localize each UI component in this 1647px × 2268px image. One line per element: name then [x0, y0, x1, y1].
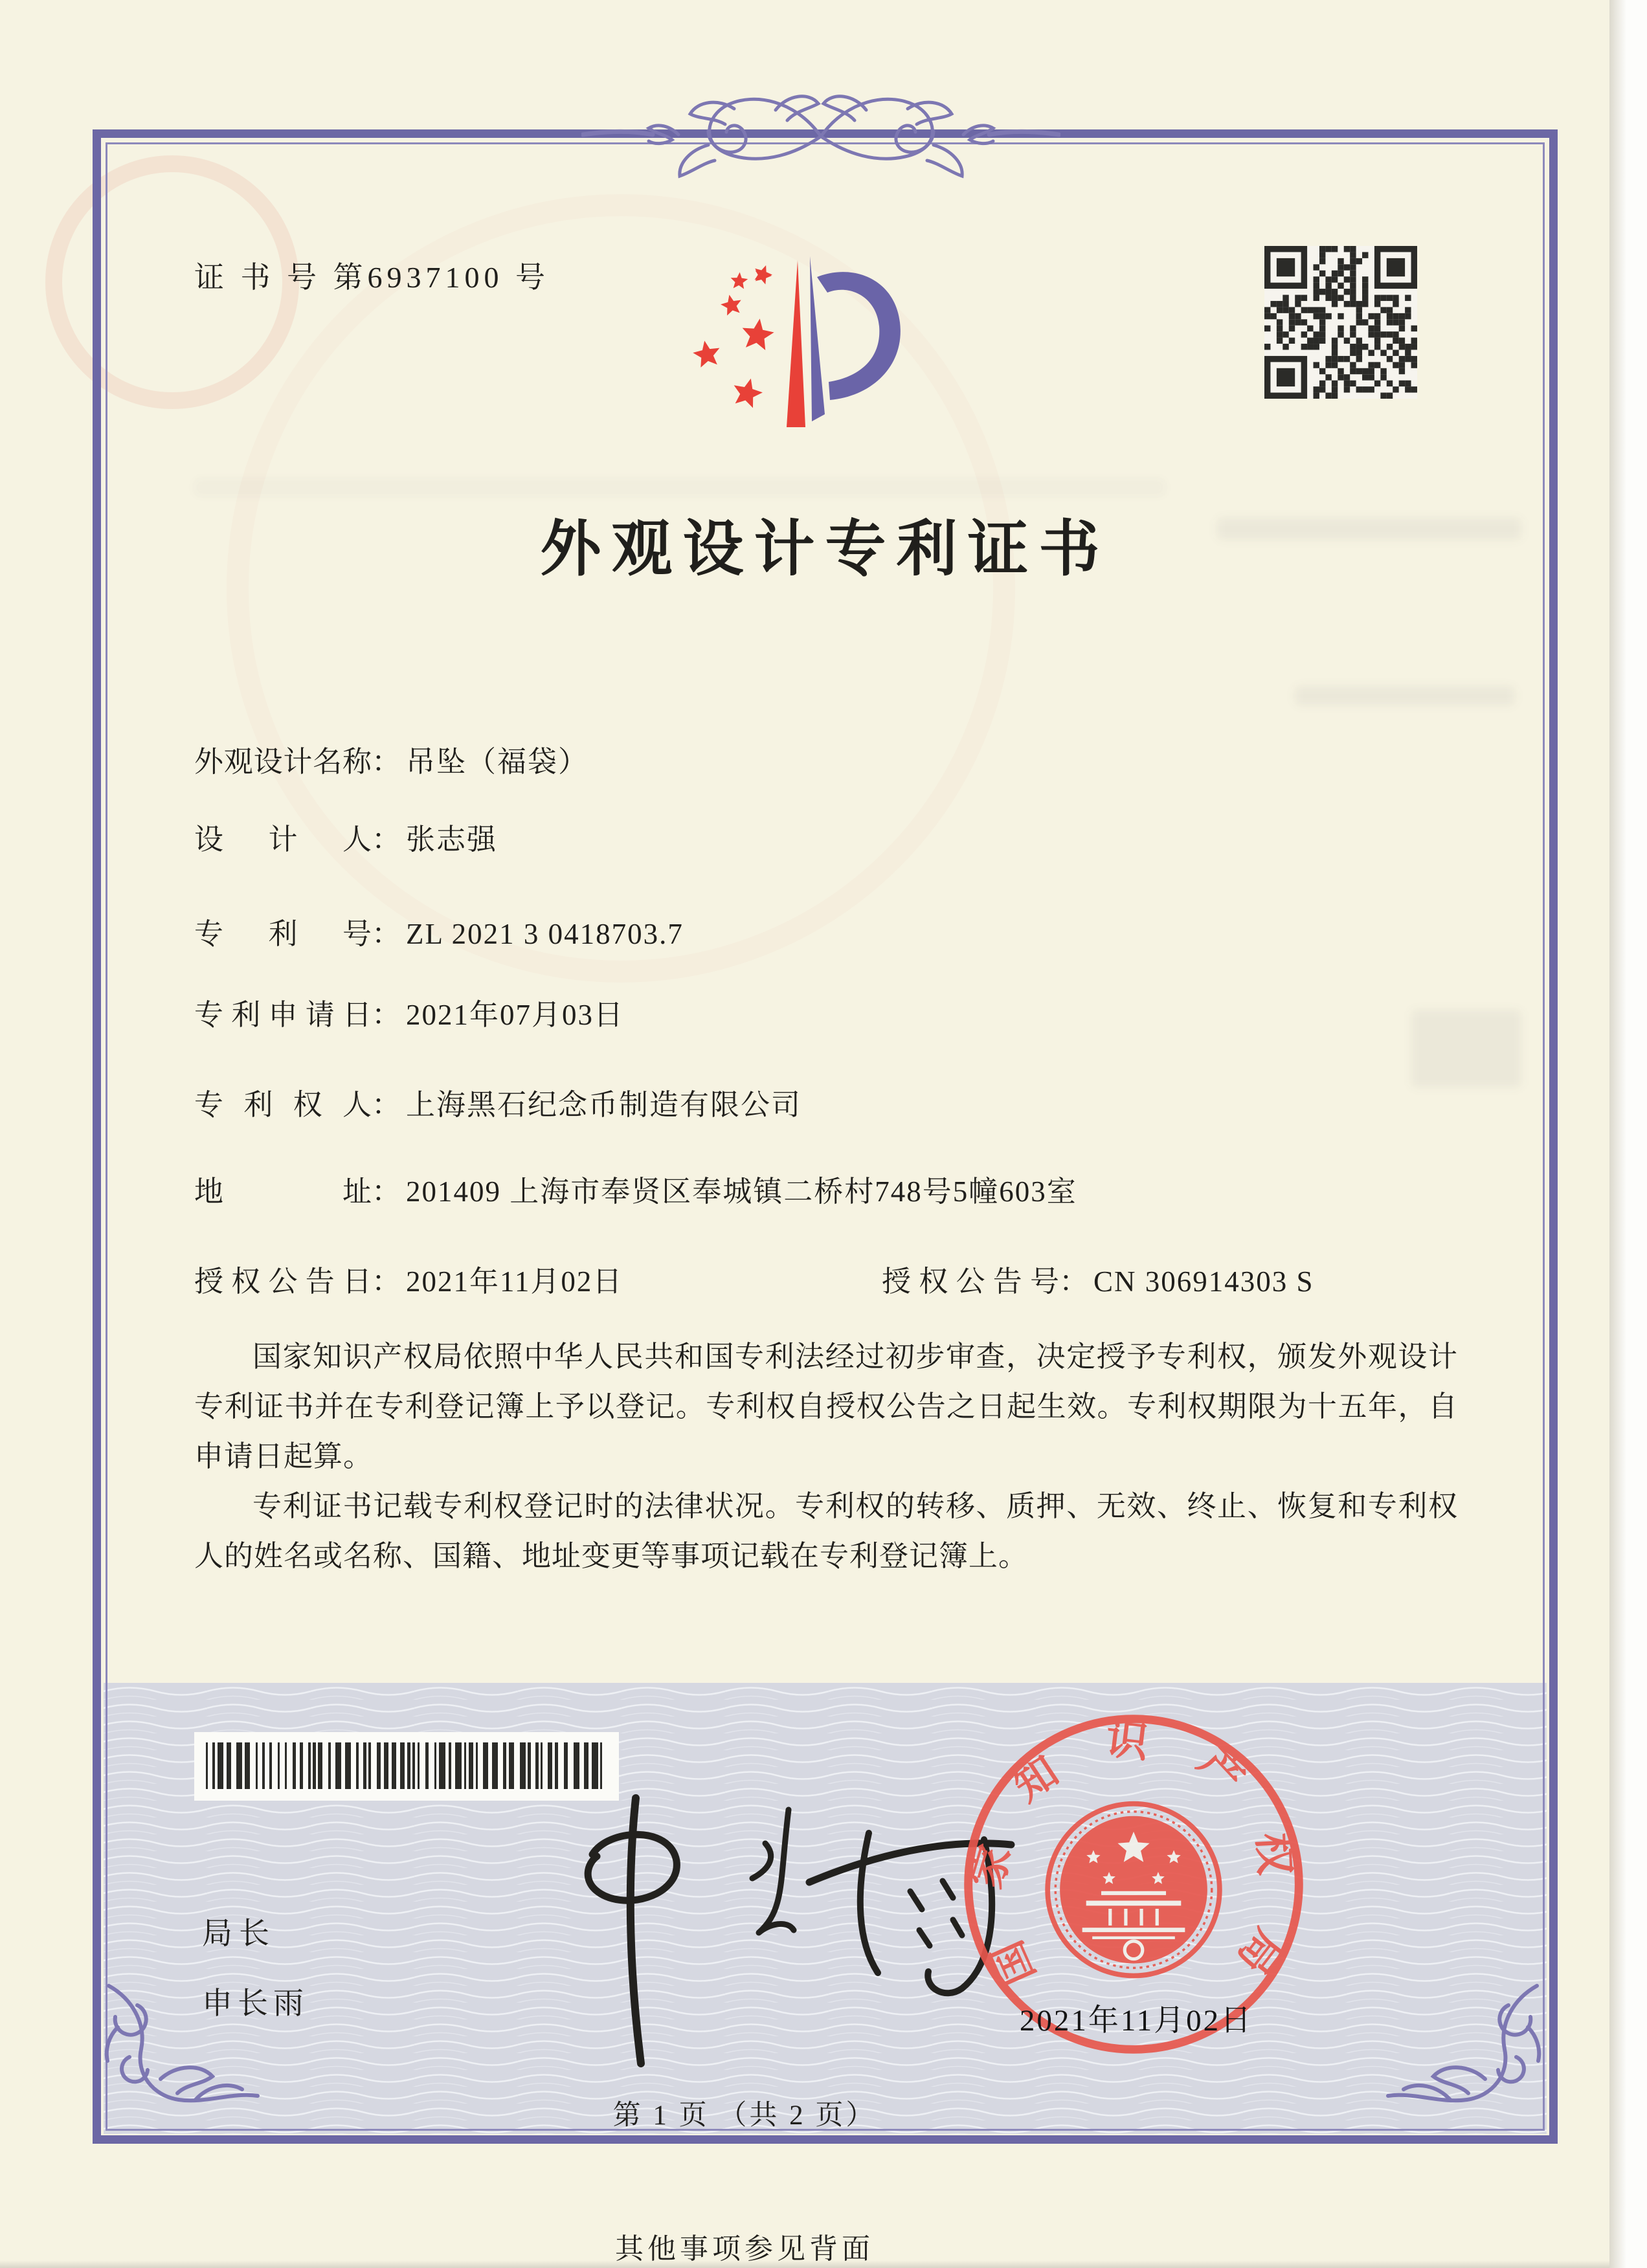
certificate-number: 证 书 号 第6937100 号 [194, 261, 550, 294]
field-label: 专利号 [194, 918, 372, 950]
field-label: 授权公告日 [194, 1265, 372, 1298]
field-value: ZL 2021 3 0418703.7 [406, 918, 684, 950]
field-value: 2021年11月02日 [406, 1265, 623, 1298]
field-row-designer [194, 816, 497, 858]
scanner-edge-right [1609, 0, 1647, 2268]
certificate-title: 外观设计专利证书 [540, 516, 1110, 583]
signatory-name: 申长雨 [202, 1987, 309, 2021]
legal-paragraph-1: 国家知识产权局依照中华人民共和国专利法经过初步审查，决定授予专利权，颁发外观设计专利证书并在专利登记簿上予以登记。专利权自授权公告之日起生效。专利权期限为十五年，自申请日起算。 [194, 1340, 1458, 1473]
field-row-design-name [194, 738, 588, 780]
field-label: 地址 [194, 1175, 372, 1208]
field-colon: ： [372, 1089, 401, 1121]
back-side-note: 其他事项参见背面 [615, 2233, 874, 2265]
field-value: 张志强 [406, 823, 498, 856]
page-number: 第 1 页 （共 2 页） [612, 2100, 877, 2131]
field-value: 2021年07月03日 [406, 999, 625, 1031]
field-colon: ： [372, 999, 401, 1031]
field-row-patent-number [194, 910, 684, 952]
top-scrollwork-ornament [581, 83, 1060, 186]
cnipa-logo [667, 238, 926, 432]
legal-paragraph-2: 专利证书记载专利权登记时的法律状况。专利权的转移、质押、无效、终止、恢复和专利权人的姓名或名称、国籍、地址变更等事项记载在专利登记簿上。 [194, 1490, 1458, 1572]
field-value: 吊坠（福袋） [406, 746, 589, 778]
national-emblem [1048, 1804, 1220, 1976]
field-colon: ： [372, 1175, 401, 1208]
field-label: 专利申请日 [194, 999, 372, 1031]
field-value: 上海黑石纪念币制造有限公司 [406, 1089, 802, 1121]
field-colon: ： [1059, 1265, 1089, 1298]
field-value: CN 306914303 S [1093, 1265, 1314, 1298]
legal-text [194, 1332, 1458, 1581]
field-label: 外观设计名称 [194, 746, 372, 778]
seal-date: 2021年11月02日 [1019, 2004, 1253, 2038]
field-value: 201409 上海市奉贤区奉城镇二桥村748号5幢603室 [406, 1175, 1077, 1208]
field-colon: ： [372, 1265, 401, 1298]
field-row-grant-number [882, 1258, 1314, 1300]
qr-code [1264, 246, 1417, 399]
field-label: 授权公告号 [882, 1265, 1059, 1298]
field-colon: ： [372, 746, 401, 778]
field-row-filing-date [194, 991, 624, 1033]
seal-arc-text: 国家知识产权局 [963, 1715, 1300, 2020]
corner-flourish-bottom-right [1385, 1982, 1547, 2137]
field-row-address [194, 1168, 1077, 1210]
field-colon: ： [372, 823, 401, 856]
field-label: 设计人 [194, 823, 372, 856]
field-colon: ： [372, 918, 401, 950]
signatory-title: 局长 [202, 1917, 276, 1951]
field-row-patentee [194, 1081, 801, 1123]
field-row-grant-date [194, 1258, 623, 1300]
field-label: 专利权人 [194, 1089, 372, 1121]
